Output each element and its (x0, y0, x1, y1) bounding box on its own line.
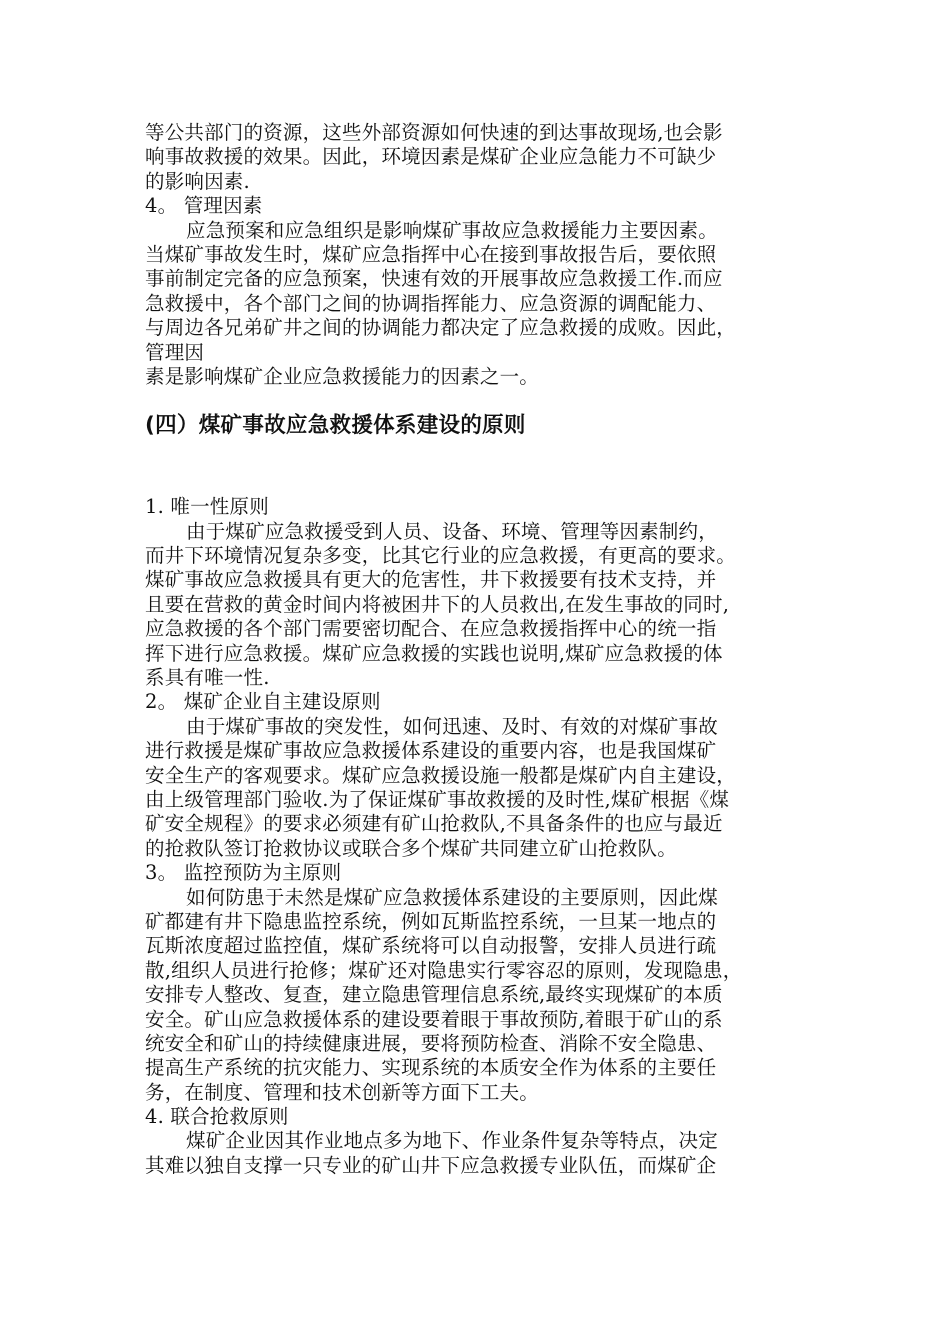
section-management-factor (145, 194, 817, 389)
paragraph-line: 响事故救援的效果。因此，环境因素是煤矿企业应急能力不可缺少 (145, 145, 717, 169)
section-heading: (四）煤矿事故应急救援体系建设的原则 (145, 413, 526, 439)
paragraph-line: 安全生产的客观要求。煤矿应急救援设施一般都是煤矿内自主建设， (145, 763, 737, 787)
paragraph-line: 矿安全规程》的要求必须建有矿山抢救队,不具备条件的也应与最近 (145, 812, 723, 836)
paragraph-line: 系具有唯一性. (145, 666, 270, 690)
paragraph-line: 由上级管理部门验收.为了保证煤矿事故救援的及时性,煤矿根据《煤 (145, 787, 730, 811)
subsection-title: 1. 唯一性原则 (145, 495, 269, 519)
paragraph-line: 等公共部门的资源，这些外部资源如何快速的到达事故现场,也会影 (145, 121, 723, 144)
subsection-title: 4。 管理因素 (145, 194, 263, 218)
paragraph-line: 提高生产系统的抗灾能力、实现系统的本质安全作为体系的主要任 (145, 1056, 717, 1080)
paragraph-line: 其难以独自支撑一只专业的矿山井下应急救援专业队伍，而煤矿企 (145, 1153, 717, 1177)
paragraph-line: 应急救援的各个部门需要密切配合、在应急救援指挥中心的统一指 (145, 617, 717, 641)
paragraph-line: 煤矿事故应急救援具有更大的危害性，井下救援要有技术支持，并 (145, 568, 717, 592)
paragraph-line: 而井下环境情况复杂多变，比其它行业的应急救援，有更高的要求。 (145, 544, 737, 568)
paragraph-line: 且要在营救的黄金时间内将被困井下的人员救出,在发生事故的同时, (145, 592, 730, 616)
subsection-title: 3。 监控预防为主原则 (145, 861, 342, 885)
paragraph-line: 挥下进行应急救援。煤矿应急救援的实践也说明,煤矿应急救援的体 (145, 641, 723, 665)
subsection-title: 4. 联合抢救原则 (145, 1105, 289, 1129)
paragraph-line: 急救援中，各个部门之间的协调指挥能力、应急资源的调配能力、 (145, 291, 717, 315)
paragraph-line: 安排专人整改、复查，建立隐患管理信息系统,最终实现煤矿的本质 (145, 983, 723, 1007)
paragraph-line: 事前制定完备的应急预案，快速有效的开展事故应急救援工作.而应 (145, 267, 723, 291)
paragraph-line: 矿都建有井下隐患监控系统，例如瓦斯监控系统，一旦某一地点的 (145, 909, 717, 933)
paragraph-line: 管理因 (145, 340, 205, 364)
paragraph-line: 安全。矿山应急救援体系的建设要着眼于事故预防,着眼于矿山的系 (145, 1007, 723, 1031)
section-principle-self-construction (145, 690, 817, 861)
paragraph-line: 如何防患于未然是煤矿应急救援体系建设的主要原则，因此煤 (186, 885, 718, 909)
section-environment-continued (145, 121, 817, 194)
paragraph-line: 由于煤矿应急救援受到人员、设备、环境、管理等因素制约， (186, 519, 718, 543)
paragraph-line: 的影响因素. (145, 169, 250, 193)
paragraph-line: 的抢救队签订抢救协议或联合多个煤矿共同建立矿山抢救队。 (145, 836, 677, 860)
paragraph-line: 由于煤矿事故的突发性，如何迅速、及时、有效的对煤矿事故 (186, 714, 718, 738)
section-principle-uniqueness (145, 495, 817, 690)
paragraph-line: 素是影响煤矿企业应急救援能力的因素之一。 (145, 364, 540, 388)
paragraph-line: 统安全和矿山的持续健康进展，要将预防检查、消除不安全隐患、 (145, 1031, 717, 1055)
paragraph-line: 当煤矿事故发生时，煤矿应急指挥中心在接到事故报告后，要依照 (145, 242, 717, 266)
paragraph-line: 应急预案和应急组织是影响煤矿事故应急救援能力主要因素。 (186, 218, 718, 242)
paragraph-line: 瓦斯浓度超过监控值，煤矿系统将可以自动报警，安排人员进行疏 (145, 934, 717, 958)
subsection-title: 2。 煤矿企业自主建设原则 (145, 690, 381, 714)
document-page (145, 121, 817, 1178)
paragraph-line: 煤矿企业因其作业地点多为地下、作业条件复杂等特点，决定 (186, 1129, 718, 1153)
section-principle-joint-rescue (145, 1105, 817, 1178)
paragraph-line: 散,组织人员进行抢修；煤矿还对隐患实行零容忍的原则，发现隐患， (145, 958, 743, 982)
paragraph-line: 进行救援是煤矿事故应急救援体系建设的重要内容，也是我国煤矿 (145, 739, 717, 763)
section-principle-prevention (145, 861, 817, 1105)
paragraph-line: 务，在制度、管理和技术创新等方面下工夫。 (145, 1080, 540, 1104)
paragraph-line: 与周边各兄弟矿井之间的协调能力都决定了应急救援的成败。因此， (145, 316, 737, 340)
